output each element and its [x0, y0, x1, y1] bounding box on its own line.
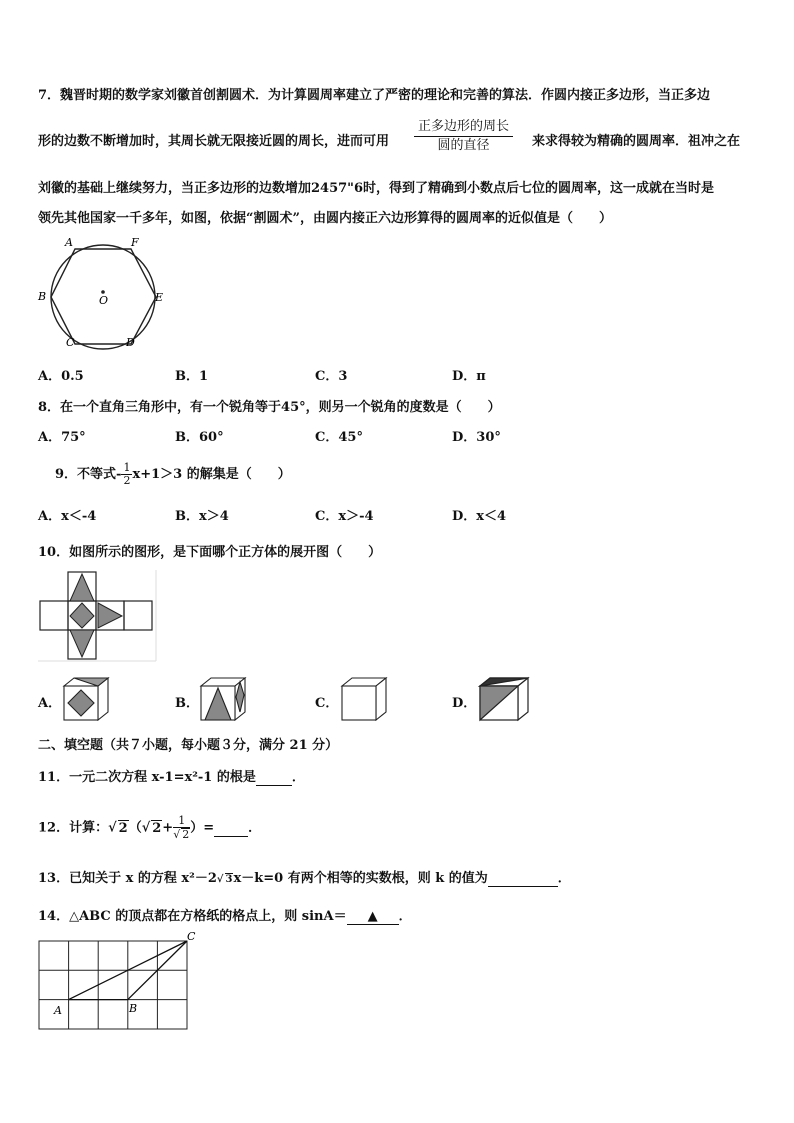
cube-d-icon[interactable] [476, 676, 532, 724]
q14-stem [38, 905, 412, 925]
label-b: B [129, 1002, 138, 1015]
q7-option-d[interactable]: D．π [452, 369, 486, 384]
sqrt-icon: √ [173, 828, 181, 841]
q12-fraction-numerator: 1 [173, 815, 190, 828]
label-e: E [155, 291, 164, 304]
q9-fraction-denominator: 2 [123, 474, 131, 487]
q9-stem-post: x+1＞3 的解集是（ ） [132, 467, 291, 482]
q10-option-d[interactable]: D． [452, 696, 477, 711]
q7-line2-post: 来求得较为精确的圆周率．祖冲之在 [532, 134, 741, 149]
sqrt-icon: √ [108, 820, 117, 836]
q12-fraction [173, 815, 190, 841]
q9-stem [55, 462, 291, 487]
q7-fraction [414, 118, 513, 155]
q7-fraction-numerator: 正多边形的周长 [414, 118, 513, 137]
q12-fraction-denominator: 2 [182, 828, 190, 841]
grid-triangle-figure [36, 928, 202, 1034]
q10-option-a[interactable]: A． [38, 696, 62, 711]
q7-option-a[interactable]: A．0.5 [38, 369, 84, 384]
q9-fraction [121, 462, 132, 487]
q8-option-d[interactable]: D．30° [452, 430, 501, 445]
q14-end: ． [398, 909, 412, 924]
q12-fraction-denominator-wrap [173, 828, 190, 841]
q12-sqrt1: 2 [118, 820, 128, 836]
hexagon-figure [36, 232, 172, 350]
label-c: C [187, 930, 196, 943]
q7-line4: 领先其他国家一千多年，如图，依据“割圆术”，由圆内接正六边形算得的圆周率的近似值是（ ） [38, 211, 612, 226]
q9-fraction-numerator: 1 [123, 461, 131, 474]
q10-option-b[interactable]: B． [175, 696, 199, 711]
net-right-triangle [98, 603, 122, 628]
q13-post: x－k=0 有两个相等的实数根，则 k 的值为 [233, 871, 488, 886]
label-a: A [54, 1004, 62, 1017]
q9-option-d[interactable]: D．x＜4 [452, 509, 507, 524]
cube-a-icon[interactable] [60, 676, 112, 724]
q9-stem-pre: 9．不等式- [55, 467, 122, 482]
q14-pre: 14．△ABC 的顶点都在方格纸的格点上，则 sinA＝ [38, 909, 347, 924]
q13-answer-blank[interactable] [488, 871, 558, 887]
section2-heading: 二、填空题（共７小题，每小题３分，满分 21 分） [38, 738, 339, 753]
q7-line3: 刘徽的基础上继续努力，当正多边形的边数增加2457"6时，得到了精确到小数点后七位的圆周率，这一成就在当时是 [38, 181, 715, 196]
q8-option-a[interactable]: A．75° [38, 430, 86, 445]
q8-stem: 8．在一个直角三角形中，有一个锐角等于45°，则另一个锐角的度数是（ ） [38, 400, 501, 415]
sqrt-icon: √ [141, 820, 151, 836]
q10-option-c[interactable]: C． [315, 696, 339, 711]
q11-answer-blank[interactable] [256, 770, 292, 786]
net-bottom-triangle [70, 630, 94, 657]
q10-stem: 10．如图所示的图形，是下面哪个正方体的展开图（ ） [38, 545, 382, 560]
cube-c-icon[interactable] [338, 676, 390, 724]
q12-answer-blank[interactable] [214, 821, 248, 837]
q11-stem-pre: 11．一元二次方程 x-1=x²-1 的根是 [38, 770, 256, 785]
net-top-triangle [70, 574, 94, 601]
q8-option-b[interactable]: B．60° [175, 430, 224, 445]
q9-option-b[interactable]: B．x＞4 [175, 509, 229, 524]
q12-pre: 12．计算： [38, 820, 109, 836]
q11-stem-post: ． [291, 770, 305, 785]
cube-net-figure [38, 570, 158, 662]
label-b: B [38, 290, 47, 303]
q7-fraction-denominator: 圆的直径 [437, 138, 490, 153]
q13-pre: 13．已知关于 x 的方程 x²－2 [38, 871, 217, 886]
q12-end: ． [248, 820, 262, 836]
sqrt-icon: √ [216, 874, 224, 885]
q7-option-c[interactable]: C．3 [315, 369, 348, 384]
q9-option-c[interactable]: C．x＞-4 [315, 509, 374, 524]
q13-stem [38, 867, 571, 887]
q12-sqrt2: 2 [152, 820, 162, 836]
q14-answer-blank[interactable] [347, 909, 399, 925]
triangle-marker-icon: ▲ [367, 909, 378, 924]
q12-plus: + [162, 820, 174, 836]
label-f: F [131, 236, 139, 249]
q7-option-b[interactable]: B．1 [175, 369, 209, 384]
net-center-diamond [70, 603, 94, 628]
label-o: O [99, 294, 109, 307]
q13-sqrt: 3 [225, 874, 233, 885]
label-a: A [65, 236, 73, 249]
q8-option-c[interactable]: C．45° [315, 430, 363, 445]
label-c: C [66, 336, 75, 349]
q12-stem [38, 815, 261, 841]
q12-mid1: （ [128, 820, 142, 836]
cube-b-icon[interactable] [197, 676, 249, 724]
q7-line2-pre: 形的边数不断增加时，其周长就无限接近圆的周长，进而可用 [38, 134, 390, 149]
q12-post: ）= [190, 820, 215, 836]
q13-end: ． [557, 871, 571, 886]
q9-option-a[interactable]: A．x＜-4 [38, 509, 97, 524]
q11-stem [38, 766, 305, 786]
q7-line1: 7．魏晋时期的数学家刘徽首创割圆术．为计算圆周率建立了严密的理论和完善的算法．作圆内接正多边形，当正多边 [38, 88, 711, 103]
label-d: D [126, 336, 135, 349]
